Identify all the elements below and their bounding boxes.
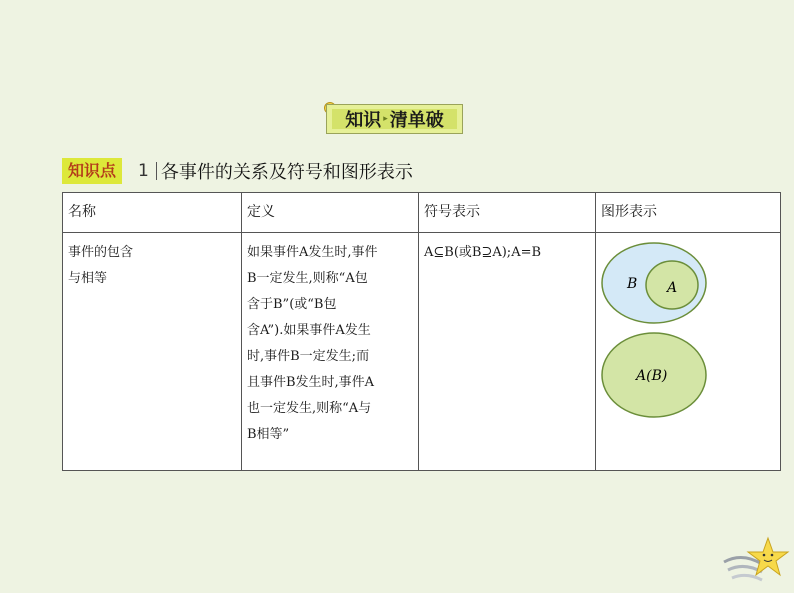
header-name: 名称 — [63, 193, 242, 233]
cell-definition — [242, 233, 419, 471]
section-number: 1 — [138, 161, 149, 181]
definition-line: 且事件B发生时,事件A — [247, 375, 375, 390]
definition-line: 时,事件B一定发生;而 — [247, 349, 370, 364]
definition-line: B相等” — [247, 427, 290, 442]
label-a: A — [667, 280, 678, 296]
definition-line: 也一定发生,则称“A与 — [247, 401, 372, 416]
cell-figure — [596, 233, 781, 471]
banner-separator: ▸ — [383, 114, 388, 124]
section-heading — [62, 158, 413, 184]
label-equal: A(B) — [636, 368, 668, 384]
knowledge-point-badge: 知识点 — [62, 158, 122, 184]
name-line: 事件的包含 — [68, 245, 134, 260]
section-banner — [326, 104, 463, 134]
header-figure: 图形表示 — [596, 193, 781, 233]
definition-line: B一定发生,则称“A包 — [247, 271, 368, 286]
table-row — [63, 233, 781, 471]
label-b: B — [627, 276, 638, 292]
section-title: 各事件的关系及符号和图形表示 — [160, 162, 413, 183]
symbol-text: A⊆B(或B⊇A);A=B — [424, 245, 542, 260]
definition-line: 含于B”(或“B包 — [247, 297, 337, 312]
name-line: 与相等 — [68, 271, 108, 286]
banner-part1: 知识 — [345, 110, 382, 131]
header-symbol: 符号表示 — [419, 193, 596, 233]
header-definition: 定义 — [242, 193, 419, 233]
cell-name — [63, 233, 242, 471]
section-divider — [156, 162, 157, 180]
table-header-row — [63, 193, 781, 233]
cell-symbol — [419, 233, 596, 471]
definition-line: 如果事件A发生时,事件 — [247, 245, 378, 260]
star-icon — [722, 522, 792, 592]
definition-line: 含A”).如果事件A发生 — [247, 323, 371, 338]
venn-diagram — [600, 240, 708, 418]
banner-part2: 清单破 — [389, 110, 444, 131]
relations-table — [62, 192, 781, 471]
